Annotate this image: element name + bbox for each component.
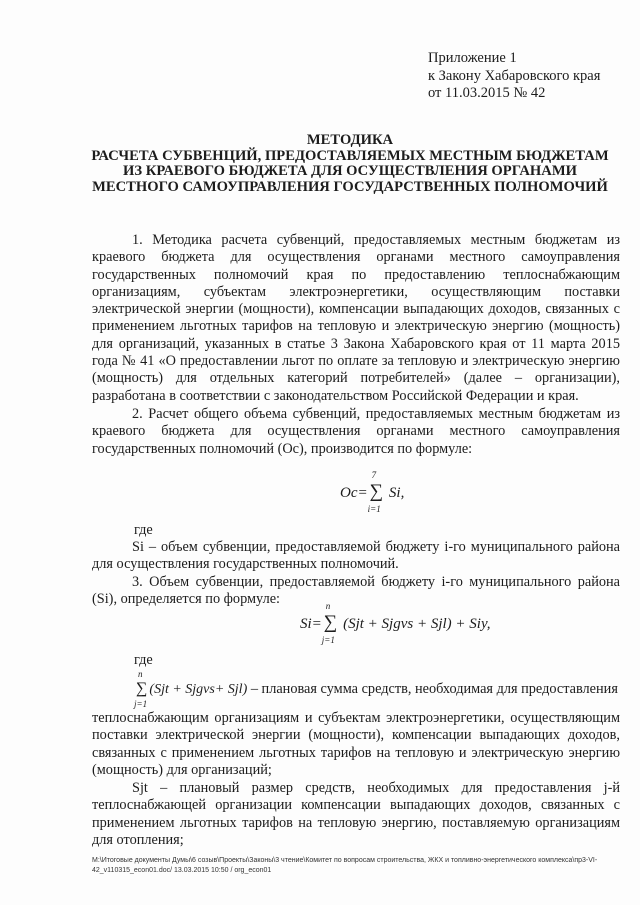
appendix-header [428,50,600,103]
formula2-rhs: (Sjt + Sjgvs + Sjl) + Siy, [343,616,491,632]
appendix-line-2: к Закону Хабаровского края [428,67,601,84]
appendix-line-1: Приложение 1 [428,50,517,66]
formula2-lower: j=1 [321,635,335,645]
formula1-rhs: Si, [388,485,405,501]
formula-district-subvention [300,601,491,645]
paragraph-5: Sjt – плановый размер средств, необходимых для предоставления j-й теплоснабжающей организации компенсации выпадающих доходов, связанных с применением льготных тарифов на тепловую энергию, поставляемую организациям для отопления; [92,780,620,848]
document-title [70,133,630,195]
paragraph-3: 3. Объем субвенции, предоставляемой бюджету i-го муниципального района (Si), определяется по формуле: [92,574,620,608]
title-line-3: ИЗ КРАЕВОГО БЮДЖЕТА ДЛЯ ОСУЩЕСТВЛЕНИЯ ОРГАНАМИ [123,163,577,180]
formula1-upper: 7 [371,470,377,480]
title-line-1: МЕТОДИКА [306,132,394,148]
paragraph-1: 1. Методика расчета субвенций, предоставляемых местным бюджетам из краевого бюджета для осуществления органами местного самоуправления государственных полномочий края по предоставлению теплоснабжающим организациям, субъектам электроэнергетики, осуществляющим поставки электрической энергии (мощности), компенсации выпадающих доходов, связанных с применением льготных тарифов на тепловую и электрическую энергию (мощность) для организаций, указанных в статье 3 Закона Хабаровского края от 11 марта 2015 года № 41 «О предоставлении льгот по оплате за тепловую и электрическую энергию (мощность) для отдельных категорий потребителей» (далее – организации), разработана в соответствии с законодательством Российской Федерации и края. [92,232,620,404]
sum-definition [134,669,618,709]
formula1-lhs: Oc= [340,485,368,501]
si-definition: Si – объем субвенции, предоставляемой бюджету i-го муниципального района для осуществления государственных полномочий. [92,539,620,573]
footer-line-2: 42_v110315_econ01.doc/ 13.03.2015 10:50 / org_econ01 [92,867,272,874]
title-line-2: РАСЧЕТА СУБВЕНЦИЙ, ПРЕДОСТАВЛЯЕМЫХ МЕСТНЫМ БЮДЖЕТАМ [91,147,609,164]
where-label-2: где [134,652,153,668]
sum-symbol: ∑ n j=1 [134,669,148,709]
appendix-line-3: от 11.03.2015 № 42 [428,85,546,101]
formula3-body: (Sjt + Sjgvs+ Sjl) [149,682,248,697]
formula-total-subvention [340,470,405,514]
paragraph-4: теплоснабжающим организациям и субъектам электроэнергетики, осуществляющим поставки электрической энергии (мощности), компенсации выпадающих доходов, связанных с применением льготных тарифов на тепловую и электрическую энергию (мощность) для организаций; [92,710,620,778]
formula3-lower: j=1 [134,699,148,709]
formula3 [134,669,248,709]
formula1-lower: i=1 [367,504,381,514]
paragraph-2: 2. Расчет общего объема субвенций, предоставляемых местным бюджетам из краевого бюджета для осуществления органами местного самоуправления государственных полномочий (Ос), производится по формуле: [92,406,620,457]
sum-definition-text: – плановая сумма средств, необходимая для предоставления [250,681,618,697]
formula2-upper: n [325,601,331,611]
sum-symbol: ∑ 7 i=1 [367,470,384,514]
title-line-4: МЕСТНОГО САМОУПРАВЛЕНИЯ ГОСУДАРСТВЕННЫХ ПОЛНОМОЧИЙ [92,178,608,195]
sum-symbol: ∑ n j=1 [321,601,338,645]
footer-line-1: M:\Итоговые документы Думы\6 созыв\Проекты\Законы\3 чтение\Комитет по вопросам строительства, ЖКХ и топливно-энергетического комплекса\пр3-VI- [92,857,598,864]
formula3-upper: n [138,669,143,679]
formula2-lhs: Si= [300,616,322,632]
where-label-1: где [134,522,153,538]
file-path-footer [92,856,622,876]
